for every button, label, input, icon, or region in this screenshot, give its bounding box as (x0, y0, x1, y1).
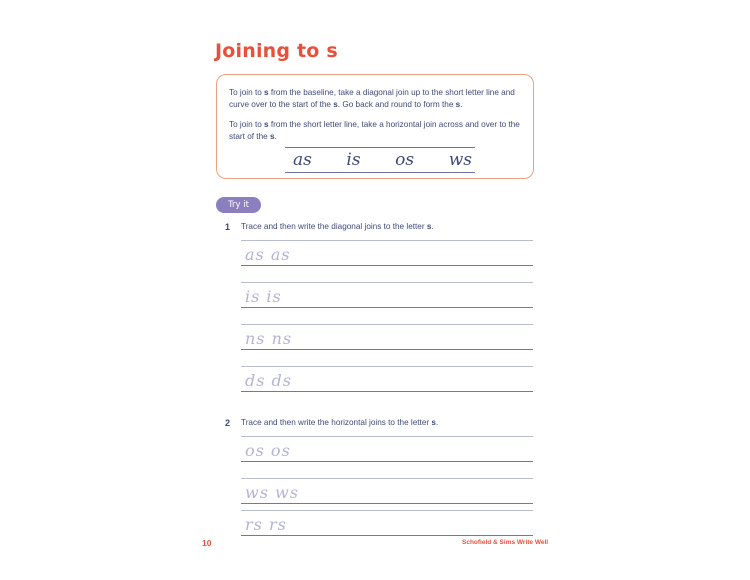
writing-line-row[interactable] (241, 240, 533, 266)
trace-text: ds ds (245, 371, 292, 390)
intro-p1-pre: To join to (229, 88, 265, 97)
trace-text: ws ws (245, 483, 299, 502)
baseline (241, 535, 533, 536)
intro-paragraph-1 (229, 87, 523, 110)
writing-line-row[interactable] (241, 366, 533, 392)
trace-text: is is (245, 287, 282, 306)
baseline (241, 265, 533, 266)
baseline (241, 307, 533, 308)
guide-line-top (241, 324, 533, 325)
writing-line-row[interactable] (241, 478, 533, 504)
intro-p1-bold-3: s (455, 99, 461, 109)
demo-word-ws: ws (448, 150, 472, 170)
baseline (241, 349, 533, 350)
intro-p1-mid-2: . Go back and round to form the (337, 99, 456, 109)
baseline (241, 391, 533, 392)
exercise-1-number: 1 (225, 222, 231, 232)
guide-line-top (241, 366, 533, 367)
exercise-2-instruction (241, 418, 541, 427)
page-title: Joining to s (215, 40, 338, 62)
trace-text: as as (245, 245, 291, 264)
intro-paragraph-2 (229, 119, 523, 142)
intro-p1-end: . (460, 99, 463, 109)
intro-p1-mid: from the baseline, take a diagonal join up to the short letter line and curve over to the start of the (229, 88, 515, 109)
exercise-1-instruction (241, 222, 541, 231)
guide-line-top (241, 240, 533, 241)
trace-text: rs rs (245, 515, 287, 534)
guide-line-top (241, 436, 533, 437)
exercise-1-instruction-bold: s (426, 222, 432, 231)
exercise-2-instruction-pre: Trace and then write the horizontal joins to the letter (241, 418, 432, 427)
trace-text: os os (245, 441, 291, 460)
demo-words-row (285, 145, 480, 171)
writing-line-row[interactable] (241, 436, 533, 462)
demo-guide-line-bottom (285, 172, 475, 173)
intro-p2-bold-1: s (264, 120, 269, 129)
demo-word-as: as (293, 150, 312, 170)
intro-p2-pre: To join to (229, 120, 265, 129)
intro-panel (216, 74, 534, 179)
try-it-badge: Try it (216, 197, 261, 213)
exercise-2-instruction-end: . (435, 418, 439, 427)
footer-credit: Schofield & Sims Write Well (462, 539, 549, 546)
exercise-2-instruction-bold: s (431, 418, 436, 427)
demo-word-os: os (395, 150, 415, 170)
baseline (241, 503, 533, 504)
page-number: 10 (202, 538, 212, 548)
guide-line-top (241, 510, 533, 511)
exercise-1-instruction-pre: Trace and then write the diagonal joins to the letter (241, 222, 427, 231)
writing-line-row[interactable] (241, 324, 533, 350)
intro-p2-bold-2: s (269, 131, 275, 141)
intro-p1-bold-1: s (264, 88, 269, 97)
baseline (241, 461, 533, 462)
writing-line-row[interactable] (241, 282, 533, 308)
intro-p2-mid: from the short letter line, take a horizontal join across and over to the start of the (229, 120, 520, 141)
writing-line-row[interactable] (241, 510, 533, 536)
exercise-2-number: 2 (225, 418, 231, 428)
demo-word-is: is (346, 150, 361, 170)
trace-text: ns ns (245, 329, 293, 348)
intro-p2-end: . (274, 131, 277, 141)
exercise-1-instruction-end: . (431, 222, 434, 231)
guide-line-top (241, 282, 533, 283)
guide-line-top (241, 478, 533, 479)
intro-p1-bold-2: s (333, 99, 338, 109)
